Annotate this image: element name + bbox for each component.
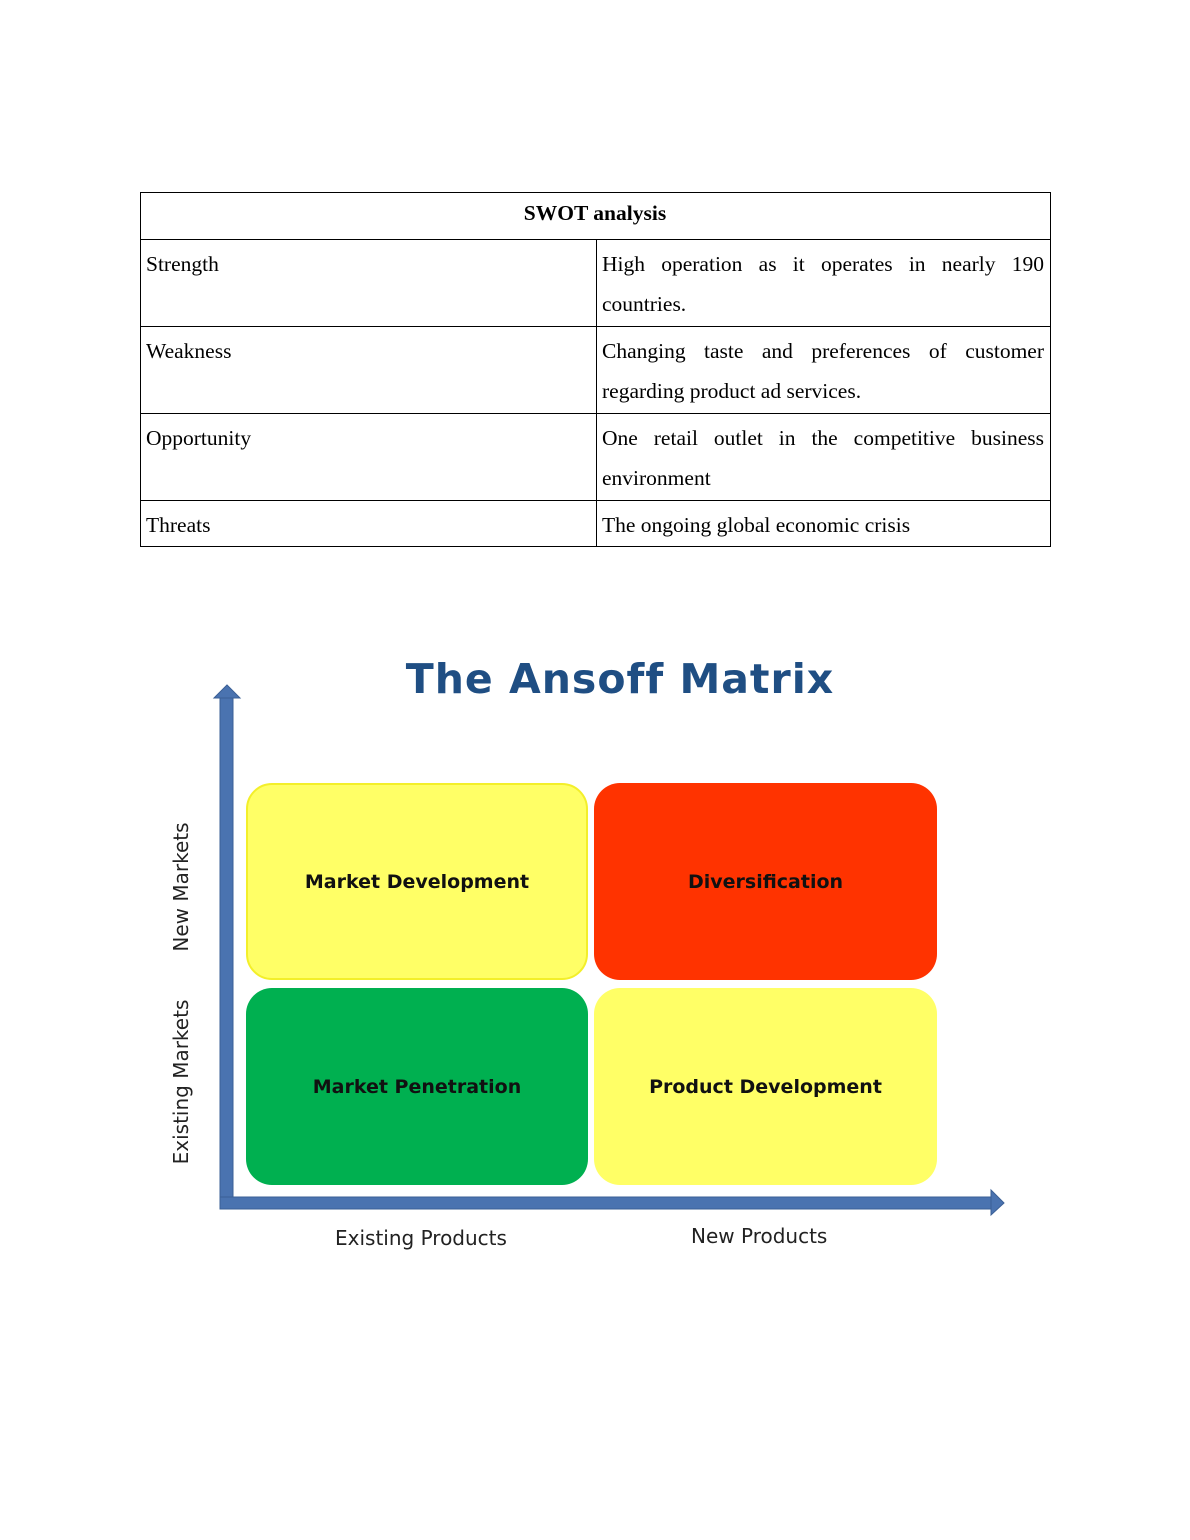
quadrant-diversification: Diversification [594,783,937,980]
swot-value-strength: High operation as it operates in nearly 190 countries. [597,240,1051,327]
swot-row-threats [141,501,1051,547]
ansoff-title: The Ansoff Matrix [405,655,835,703]
y-axis-label-new-markets: New Markets [169,822,193,952]
swot-row-opportunity [141,414,1051,501]
swot-value-weakness: Changing taste and preferences of customer regarding product ad services. [597,327,1051,414]
swot-table [140,192,1051,547]
swot-value-opportunity: One retail outlet in the competitive business environment [597,414,1051,501]
y-axis-label-existing-markets: Existing Markets [169,999,193,1165]
swot-value-threats: The ongoing global economic crisis [597,501,1051,547]
swot-label-opportunity: Opportunity [141,414,597,501]
swot-header-row [141,193,1051,240]
swot-row-weakness [141,327,1051,414]
quadrant-product-development: Product Development [594,988,937,1185]
swot-title: SWOT analysis [141,193,1051,240]
quadrant-market-penetration: Market Penetration [246,988,588,1185]
swot-label-weakness: Weakness [141,327,597,414]
x-axis-arrow [220,1190,1004,1215]
swot-label-threats: Threats [141,501,597,547]
swot-row-strength [141,240,1051,327]
quadrant-market-development: Market Development [246,783,588,980]
swot-label-strength: Strength [141,240,597,327]
y-axis-arrow [214,685,240,1209]
x-axis-label-new-products: New Products [691,1224,828,1248]
x-axis-label-existing-products: Existing Products [335,1226,507,1250]
